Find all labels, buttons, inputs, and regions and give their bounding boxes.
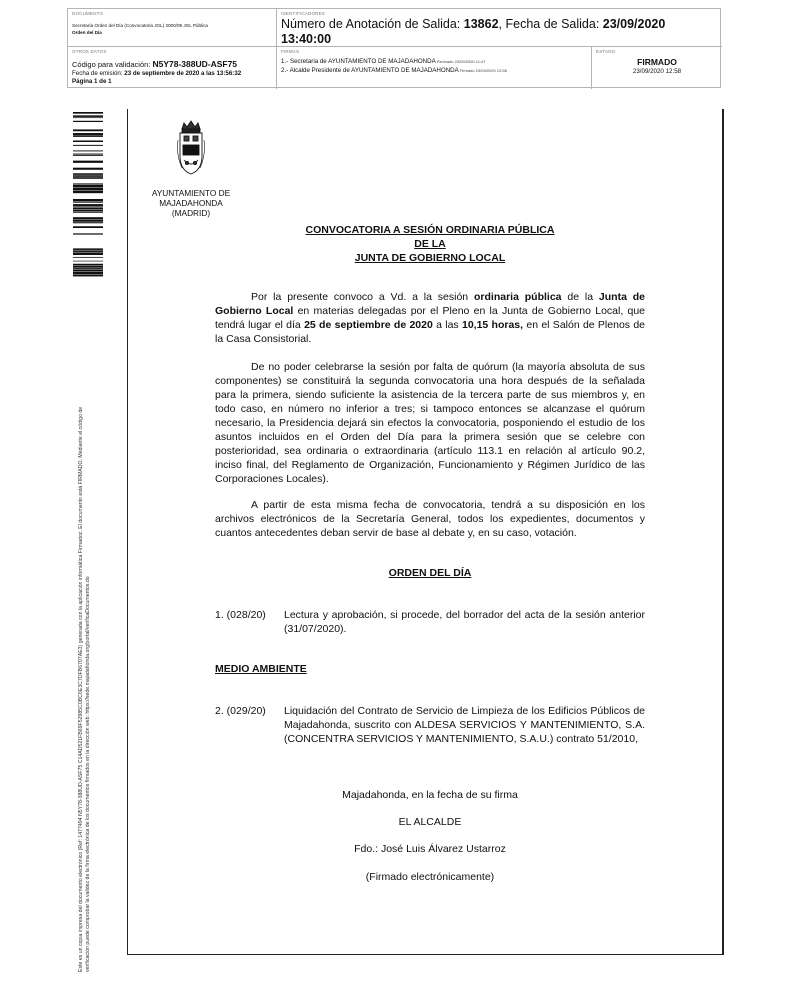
fecha-prefix: , Fecha de Salida:	[498, 17, 603, 31]
anotacion-number: 13862	[463, 17, 499, 31]
documento-line1: Secretaría Orden del Día (Convocatoria JGL) 2000/09 JGL Pública	[72, 23, 208, 28]
emision-value: 23 de septiembre de 2020 a las 13:56:32	[124, 70, 242, 77]
org-line-3: (MADRID)	[171, 208, 211, 218]
paragraph-documentacion: A partir de esta misma fecha de convocatoria, tendrá a su disposición en los archivos electrónicos de la Secretaría General, todos los expedientes, documentos y cuantos antecedentes deban servir de base al debate y, en su caso, votación.	[215, 499, 645, 539]
org-line-2: MAJADAHONDA	[159, 198, 223, 208]
title-line-1: CONVOCATORIA A SESIÓN ORDINARIA PÚBLICA	[305, 224, 555, 236]
p1-t3: en materias delegadas por el Pleno en la Junta de Gobierno Local, que tendrá lugar el día	[215, 305, 645, 331]
item-1-text: Lectura y aprobación, si procede, del borrador del acta de la sesión anterior (31/07/2020).	[284, 609, 645, 635]
p1-b3: 25 de septiembre de 2020	[304, 319, 433, 331]
documento-label: DOCUMENTO	[72, 11, 104, 16]
estado-date: 23/09/2020 12:58	[632, 68, 682, 75]
emision-line	[72, 70, 241, 77]
otros-datos-cell	[68, 47, 277, 89]
firma-1-text: 1.- Secretaria de AYUNTAMIENTO DE MAJADAHONDA	[281, 58, 436, 65]
firma-1-date: Revisado 23/09/2020 11:47	[435, 59, 486, 64]
pagina-line: Página 1 de 1	[72, 78, 112, 85]
firmas-cell	[277, 47, 592, 89]
estado-label: ESTADO	[596, 49, 616, 54]
p1-t2: de la	[561, 291, 599, 303]
item-1-number: 1. (028/20)	[215, 609, 266, 621]
barcode-icon	[73, 112, 103, 278]
firmas-label: FIRMAS	[281, 49, 300, 54]
section-medio-ambiente: MEDIO AMBIENTE	[215, 663, 307, 675]
anotacion-text	[281, 17, 711, 47]
estado-cell	[592, 47, 722, 89]
p1-t5: en el Salón de Plenos de la Casa Consistorial.	[215, 319, 646, 345]
p1-b4: 10,15 horas,	[461, 319, 524, 331]
title-line-2: DE LA	[414, 238, 446, 250]
identificadores-cell	[277, 9, 722, 47]
organization-name	[140, 188, 242, 218]
firma-2	[281, 67, 507, 74]
documento-line2: Orden del Día	[72, 30, 102, 35]
validation-side-text	[78, 407, 92, 972]
signature-role: EL ALCALDE	[398, 816, 462, 828]
document-title	[215, 223, 645, 265]
p1-b2: Junta de Gobierno Local	[215, 291, 646, 317]
firma-2-text: 2.- Alcalde Presidente de AYUNTAMIENTO DE MAJADAHONDA	[281, 67, 459, 74]
signature-name: Fdo.: José Luis Álvarez Ustarroz	[354, 843, 506, 855]
signature-place: Majadahonda, en la fecha de su firma	[342, 789, 518, 801]
p1-b1: ordinaria pública	[474, 291, 562, 303]
anotacion-prefix: Número de Anotación de Salida:	[281, 17, 464, 31]
item-2-text: Liquidación del Contrato de Servicio de Limpieza de los Edificios Públicos de Majadahonda, suscrito con ALDESA SERVICIOS Y MANTENIMIENTO, S.A. (CONCENTRA SERVICIOS Y MANTENIMIENTO, S.A.U.) contrato 51/2010,	[284, 705, 645, 745]
validation-line-1: Este es un copia impresa del documento electrónico (Ref: 1477494 N5Y78-388UD-ASF75 C14AD521FB69F52985C0BC6E3C7DFB6707AE3) generada con la aplicación informática Firmadoc. El documento está FIRMADO. Mediante el código de	[78, 406, 84, 972]
fecha-value: 23/09/2020 13:40:00	[281, 17, 666, 46]
validation-line-2: verificación puede comprobar la validez de la firma electrónica de los documentos firmados en la dirección web: https://sede.majadahonda.org/portal/verificaDocumentos.do	[85, 576, 91, 972]
otros-label: OTROS DATOS	[72, 49, 107, 54]
emision-prefix: Fecha de emisión:	[72, 70, 125, 77]
identificadores-label: IDENTIFICADORES	[281, 11, 326, 16]
codigo-prefix: Código para validación:	[72, 60, 153, 69]
paragraph-convocatoria	[215, 290, 645, 346]
item-2-number: 2. (029/20)	[215, 705, 266, 717]
estado-value: FIRMADO	[637, 57, 677, 67]
org-line-1: AYUNTAMIENTO DE	[151, 188, 231, 198]
header-table	[67, 8, 721, 88]
firma-2-date: Firmado 23/09/2020 12:58	[458, 68, 507, 73]
orden-del-dia-title: ORDEN DEL DÍA	[388, 567, 472, 579]
codigo-line	[72, 59, 237, 69]
firma-1	[281, 58, 485, 65]
signature-note: (Firmado electrónicamente)	[365, 871, 495, 883]
p1-t1: Por la presente convoco a Vd. a la sesión	[251, 291, 474, 303]
paragraph-quorum: De no poder celebrarse la sesión por falta de quórum (la mayoría absoluta de sus componentes) se constituirá la segunda convocatoria una hora después de la señalada para la primera, siendo suficiente la asistencia de la tercera parte de sus miembros y, en todo caso, en número no inferior a tres; si tampoco entonces se alcanzase el quórum necesario, la Presidencia dejará sin efectos la convocatoria, posponiendo el estudio de los asuntos incluidos en el Orden del Día para la primera sesión que se celebre con posterioridad, sea ordinaria o extraordinaria (artículo 113.1 en relación al artículo 90.2, inciso final, del Reglamento de Organización, Funcionamiento y Régimen Jurídico de las Corporaciones Locales).	[215, 361, 645, 485]
p1-t4: a las	[432, 319, 462, 331]
coat-of-arms-icon	[176, 120, 206, 180]
codigo-value: N5Y78-388UD-ASF75	[152, 59, 238, 69]
title-line-3: JUNTA DE GOBIERNO LOCAL	[354, 252, 506, 264]
documento-cell	[68, 9, 277, 47]
